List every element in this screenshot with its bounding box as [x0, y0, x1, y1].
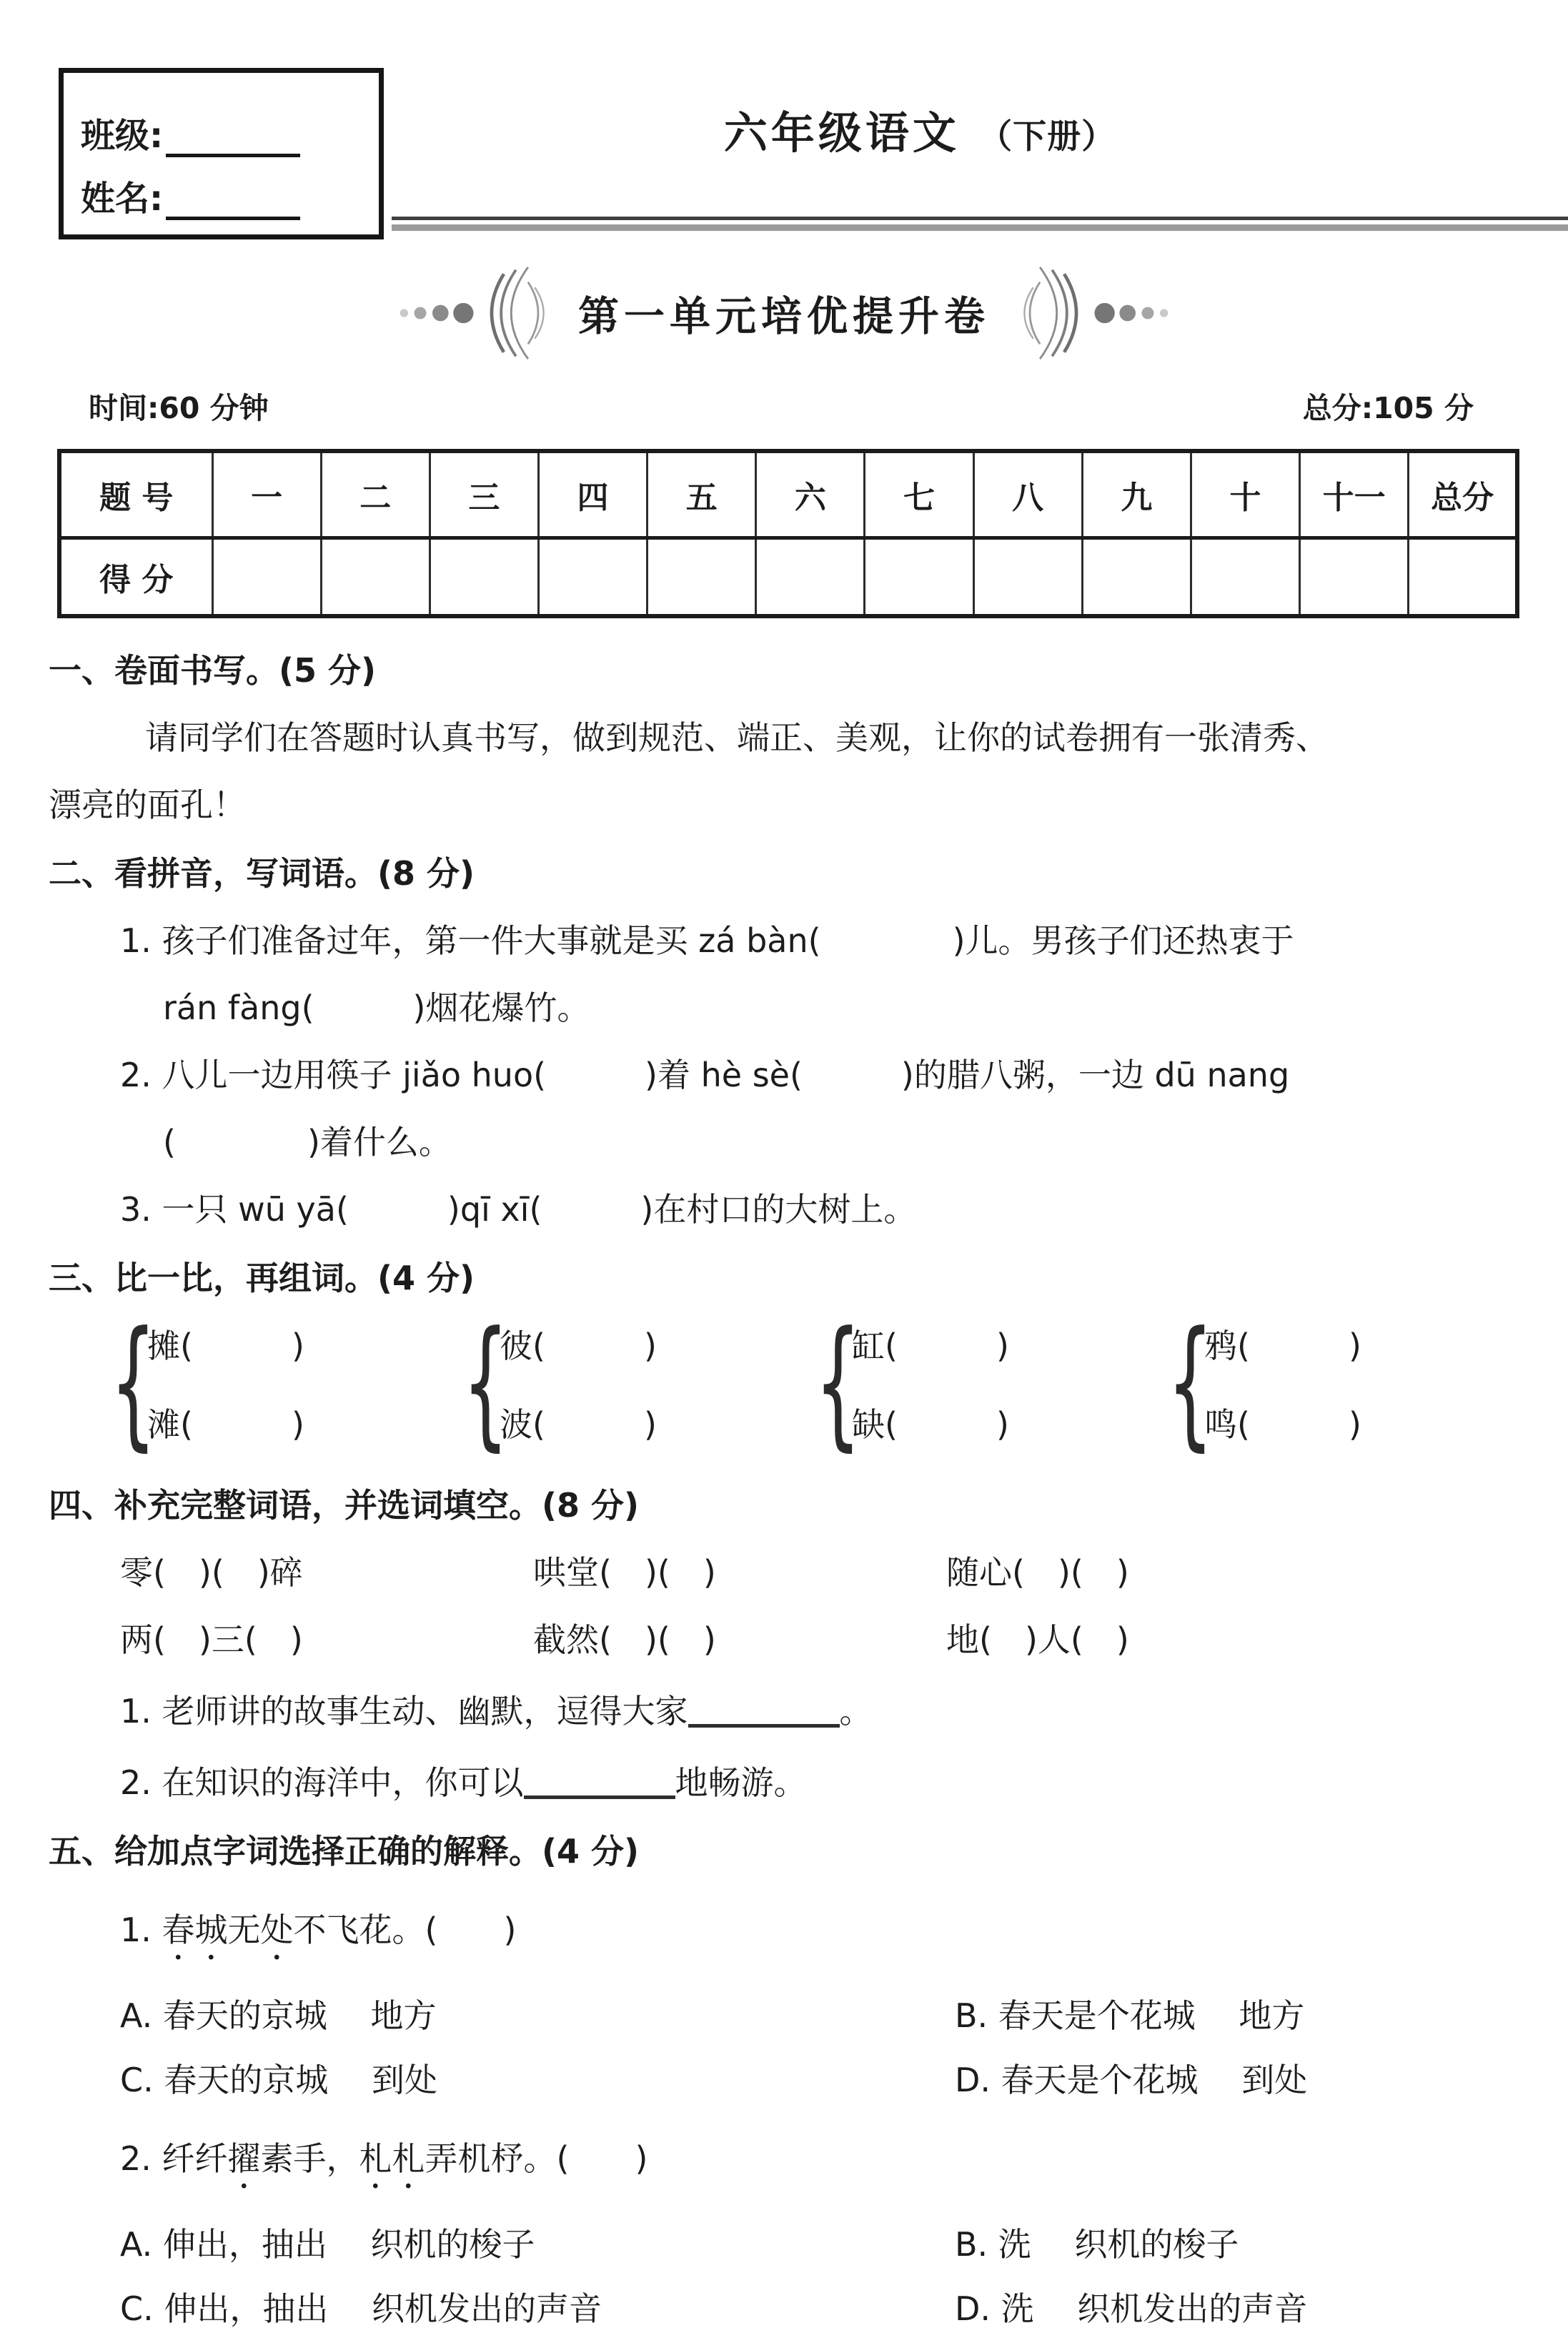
q1-option-b: B. 春天是个花城 地方	[955, 1996, 1305, 2035]
brace-icon	[462, 1313, 500, 1453]
book-title	[272, 99, 1568, 161]
score-cell[interactable]	[1409, 538, 1517, 617]
score-row-label: 得 分	[59, 538, 212, 617]
item2-text: 2. 在知识的海洋中，你可以	[120, 1763, 524, 1802]
q1-dotted-word: 春城	[162, 1910, 228, 1949]
section2-item1-line2: rán fàng( )烟花爆竹。	[163, 989, 590, 1027]
section1-paragraph-line2: 漂亮的面孔！	[49, 786, 246, 824]
score-cell[interactable]	[212, 538, 321, 617]
q2-option-a: A. 伸出，抽出 织机的梭子	[120, 2224, 535, 2264]
exam-title: 第一单元培优提升卷	[578, 293, 990, 340]
exam-title-banner	[0, 266, 1568, 360]
score-col-1: 一	[212, 451, 321, 538]
section4-row2	[49, 1620, 1527, 1659]
score-cell[interactable]	[756, 538, 865, 617]
section5-q1-sentence	[49, 1905, 1527, 1968]
word-pair	[815, 1313, 1167, 1453]
q1-option-c: C. 春天的京城 到处	[120, 2060, 437, 2099]
score-table	[57, 449, 1519, 618]
word-pair	[110, 1313, 462, 1453]
score-col-4: 四	[538, 451, 647, 538]
page-header	[0, 0, 1568, 449]
brace-icon	[110, 1313, 147, 1453]
title-double-rule	[392, 217, 1568, 231]
section3-word-pairs	[49, 1313, 1527, 1453]
q1-options-cd	[49, 2060, 1527, 2099]
name-row	[81, 169, 362, 220]
score-cell[interactable]	[538, 538, 647, 617]
score-col-3: 三	[430, 451, 538, 538]
idiom-blank: 随心( )( )	[946, 1553, 1129, 1592]
name-input-line[interactable]	[166, 181, 300, 220]
section4-heading: 四、补充完整词语，并选词填空。(8 分)	[49, 1486, 640, 1525]
score-cell[interactable]	[430, 538, 538, 617]
score-col-11: 十一	[1300, 451, 1409, 538]
score-cell[interactable]	[865, 538, 973, 617]
flourish-left-icon	[393, 266, 554, 360]
idiom-blank: 两( )三( )	[120, 1620, 303, 1659]
score-col-6: 六	[756, 451, 865, 538]
score-col-7: 七	[865, 451, 973, 538]
score-cell[interactable]	[1300, 538, 1409, 617]
idiom-blank: 截然( )( )	[533, 1620, 716, 1659]
book-title-text: 六年级语文	[723, 108, 960, 159]
score-col-5: 五	[647, 451, 756, 538]
q1-prefix: 1.	[120, 1910, 162, 1949]
pair-bottom: 波( )	[500, 1405, 657, 1444]
pair-bottom: 缺( )	[852, 1405, 1009, 1444]
score-cell[interactable]	[1191, 538, 1299, 617]
q2-option-b: B. 洗 织机的梭子	[955, 2224, 1239, 2264]
idiom-blank: 零( )( )碎	[120, 1553, 303, 1592]
word-pair	[1167, 1313, 1519, 1453]
section2-item3: 3. 一只 wū yā( )qī xī( )在村口的大树上。	[120, 1190, 917, 1229]
pair-top: 彼( )	[500, 1327, 657, 1365]
answer-blank-line[interactable]	[524, 1762, 675, 1799]
q2-option-c: C. 伸出，抽出 织机发出的声音	[120, 2289, 602, 2328]
score-col-9: 九	[1082, 451, 1191, 538]
score-col-8: 八	[973, 451, 1082, 538]
idiom-blank: 哄堂( )( )	[533, 1553, 716, 1592]
q1-option-d: D. 春天是个花城 到处	[955, 2060, 1308, 2099]
brace-icon	[1167, 1313, 1204, 1453]
section4-row1	[49, 1553, 1527, 1592]
q2-options-ab	[49, 2224, 1527, 2264]
q1-dotted-word: 处	[260, 1910, 294, 1949]
q1-plain: 无	[227, 1910, 261, 1949]
section1-heading: 一、卷面书写。(5 分)	[49, 651, 377, 690]
flourish-right-icon	[1014, 266, 1175, 360]
class-label: 班级:	[81, 116, 164, 156]
q1-option-a: A. 春天的京城 地方	[120, 1996, 437, 2035]
score-cell[interactable]	[973, 538, 1082, 617]
score-col-10: 十	[1191, 451, 1299, 538]
answer-blank-line[interactable]	[688, 1690, 840, 1728]
score-cell[interactable]	[1082, 538, 1191, 617]
name-label: 姓名:	[81, 179, 164, 219]
pair-bottom: 滩( )	[147, 1405, 304, 1444]
q2-options-cd	[49, 2289, 1527, 2328]
score-cell[interactable]	[321, 538, 430, 617]
q2-dotted-word: 擢	[227, 2139, 261, 2178]
section2-heading: 二、看拼音，写词语。(8 分)	[49, 854, 475, 893]
q2-plain: 素手，	[260, 2139, 359, 2178]
q1-tail: 不飞花。( )	[293, 1910, 517, 1949]
score-table-score-row	[59, 538, 1517, 617]
book-volume: （下册）	[978, 117, 1116, 157]
q2-prefix: 2. 纤纤	[120, 2139, 228, 2178]
q1-options-ab	[49, 1996, 1527, 2035]
section2-item2-line1: 2. 八儿一边用筷子 jiǎo huo( )着 hè sè( )的腊八粥，一边 dū nang	[120, 1056, 1290, 1094]
pair-top: 缸( )	[852, 1327, 1009, 1365]
q2-dotted-word: 札札	[359, 2139, 425, 2178]
section5-q2-sentence	[49, 2134, 1527, 2196]
score-col-total: 总分	[1409, 451, 1517, 538]
item1-period: 。	[839, 1691, 873, 1730]
score-table-header-row	[59, 451, 1517, 538]
brace-icon	[815, 1313, 852, 1453]
total-score-label: 总分:105 分	[1302, 391, 1474, 425]
section5-heading: 五、给加点字词选择正确的解释。(4 分)	[49, 1831, 640, 1871]
pair-top: 鸦( )	[1204, 1327, 1361, 1365]
pair-top: 摊( )	[147, 1327, 304, 1365]
section2-item1-line1: 1. 孩子们准备过年，第一件大事就是买 zá bàn( )儿。男孩子们还热衷于	[120, 921, 1294, 960]
section3-heading: 三、比一比，再组词。(4 分)	[49, 1259, 475, 1297]
item2-tail: 地畅游。	[675, 1763, 807, 1802]
word-pair	[462, 1313, 815, 1453]
section4-item1	[49, 1690, 1527, 1728]
section1-paragraph-line1: 请同学们在答题时认真书写，做到规范、端正、美观，让你的试卷拥有一张清秀、	[145, 718, 1329, 757]
score-table-corner: 题 号	[59, 451, 212, 538]
exam-meta	[89, 385, 1474, 427]
exam-body	[0, 651, 1568, 2328]
section4-item2	[49, 1762, 1527, 1802]
q2-tail: 弄机杼。( )	[425, 2139, 648, 2178]
q2-option-d: D. 洗 织机发出的声音	[955, 2289, 1308, 2328]
score-cell[interactable]	[647, 538, 756, 617]
idiom-blank: 地( )人( )	[946, 1620, 1129, 1659]
item1-text: 1. 老师讲的故事生动、幽默，逗得大家	[120, 1691, 688, 1730]
section2-item2-line2: ( )着什么。	[163, 1123, 452, 1161]
pair-bottom: 鸣( )	[1204, 1405, 1361, 1444]
score-col-2: 二	[321, 451, 430, 538]
time-label: 时间:60 分钟	[89, 391, 269, 425]
